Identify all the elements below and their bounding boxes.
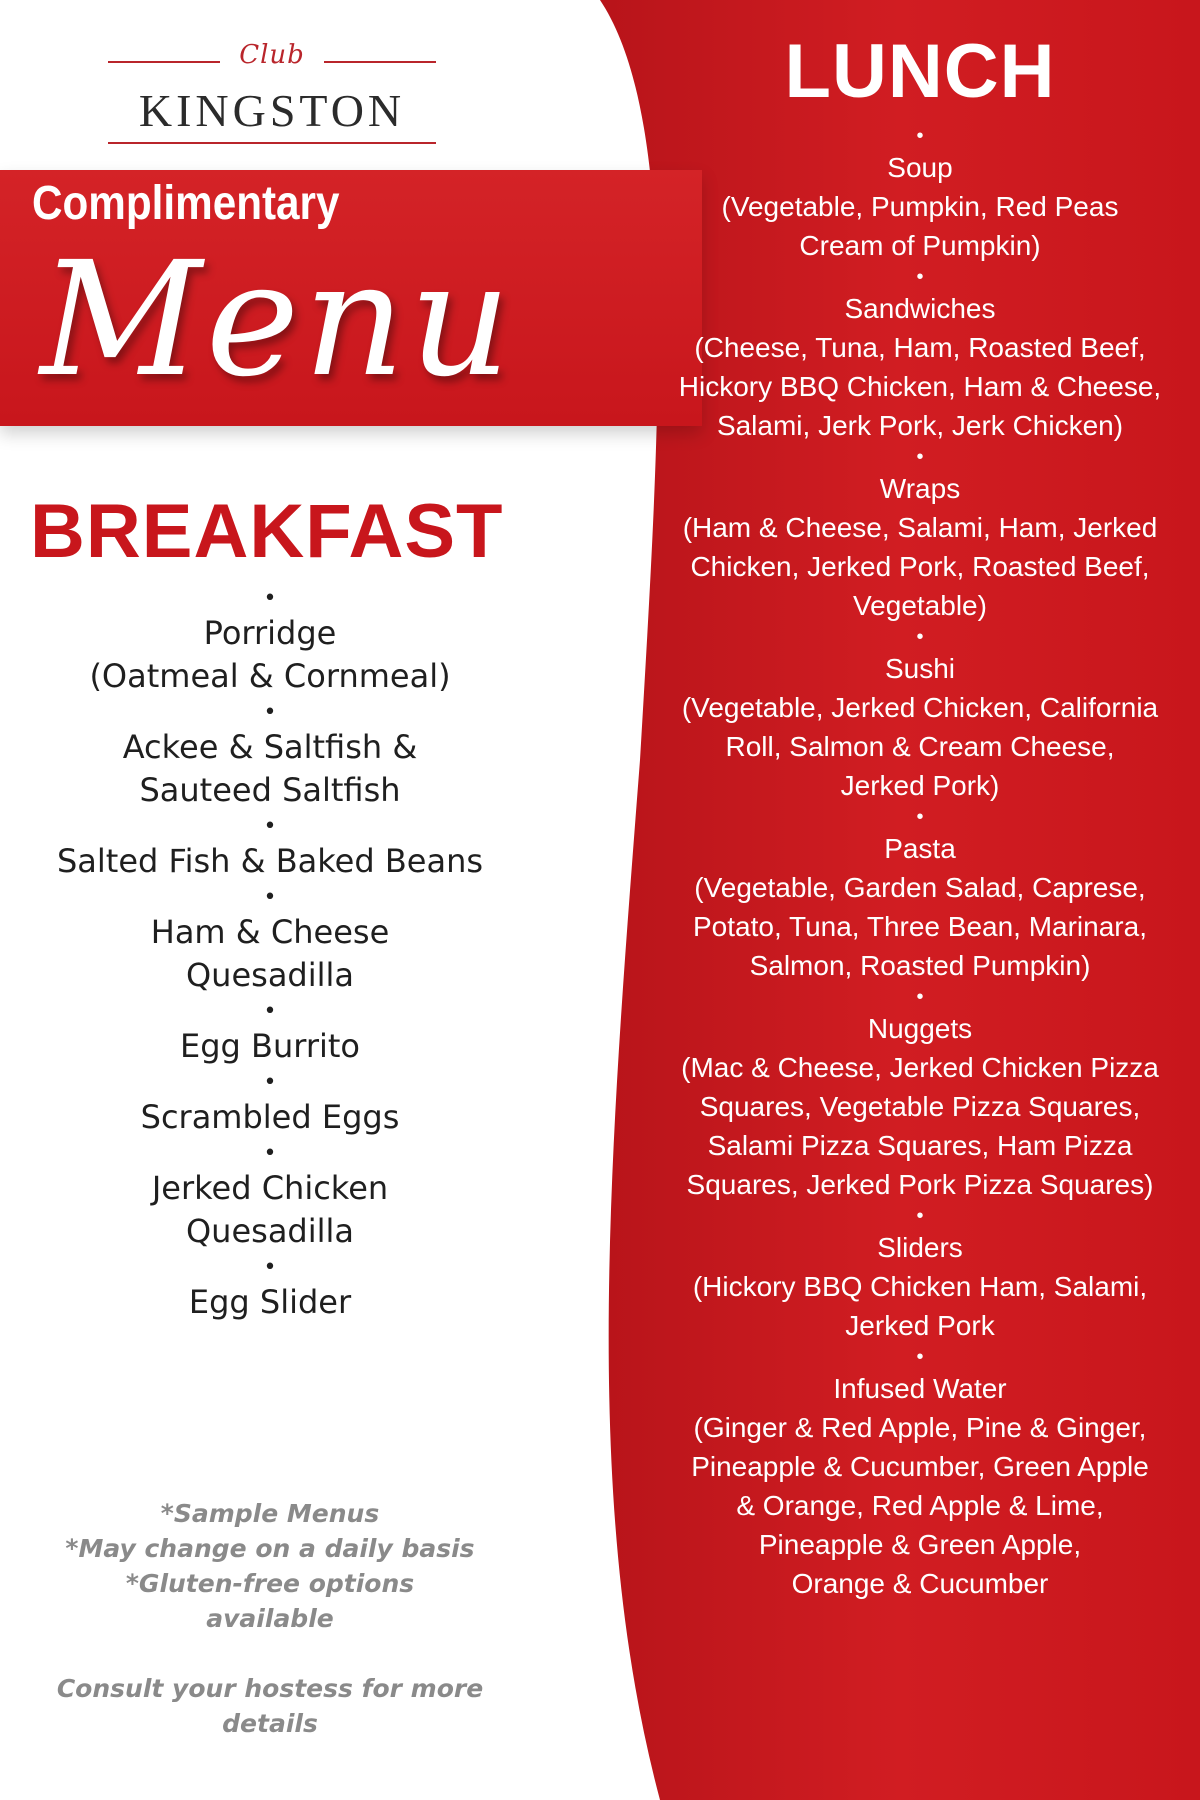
banner-title: Menu	[40, 228, 515, 412]
breakfast-item: Salted Fish & Baked Beans	[56, 842, 484, 880]
consult-line: details	[222, 1709, 318, 1738]
bullet: •	[263, 586, 277, 611]
logo-name: KINGSTON	[138, 85, 406, 136]
bullet: •	[263, 885, 277, 910]
bullet: •	[916, 446, 924, 468]
menu-notes	[40, 1496, 500, 1741]
logo-club-script: Club	[239, 40, 305, 70]
lunch-item: Nuggets (Mac & Cheese, Jerked Chicken Pizza Squares, Vegetable Pizza Squares, Salami Pizza Squares, Ham Pizza Squares, Jerked Pork Pizza Squares)	[681, 1013, 1159, 1200]
club-kingston-logo	[108, 40, 436, 144]
breakfast-item: Porridge (Oatmeal & Cornmeal)	[89, 614, 451, 695]
breakfast-item: Jerked Chicken Quesadilla	[151, 1169, 389, 1250]
breakfast-heading: BREAKFAST	[30, 489, 504, 574]
breakfast-item: Scrambled Eggs	[140, 1098, 400, 1136]
bullet: •	[916, 266, 924, 288]
lunch-item: Wraps (Ham & Cheese, Salami, Ham, Jerked Chicken, Jerked Pork, Roasted Beef, Vegetable)	[682, 473, 1158, 621]
bullet: •	[916, 626, 924, 648]
lunch-item: Sliders (Hickory BBQ Chicken Ham, Salami, Jerked Pork	[692, 1232, 1148, 1341]
bullet: •	[263, 814, 277, 839]
bullet: •	[916, 986, 924, 1008]
note-line: *Gluten-free options	[125, 1569, 415, 1598]
breakfast-item: Ham & Cheese Quesadilla	[150, 913, 390, 994]
lunch-item: Sushi (Vegetable, Jerked Chicken, California Roll, Salmon & Cream Cheese, Jerked Pork)	[681, 653, 1159, 801]
bullet: •	[263, 1070, 277, 1095]
breakfast-list	[20, 584, 520, 1324]
lunch-list	[650, 124, 1190, 1603]
bullet: •	[916, 1205, 924, 1227]
bullet: •	[263, 1255, 277, 1280]
note-line: *Sample Menus	[160, 1499, 380, 1528]
lunch-item: Pasta (Vegetable, Garden Salad, Caprese, Potato, Tuna, Three Bean, Marinara, Salmon, Roasted Pumpkin)	[693, 833, 1147, 981]
lunch-item: Soup (Vegetable, Pumpkin, Red Peas Cream of Pumpkin)	[721, 152, 1119, 261]
breakfast-item: Ackee & Saltfish & Sauteed Saltfish	[122, 728, 418, 809]
bullet: •	[916, 125, 924, 147]
banner-subtitle: Complimentary	[32, 177, 340, 230]
lunch-item: Sandwiches (Cheese, Tuna, Ham, Roasted Beef, Hickory BBQ Chicken, Ham & Cheese, Salami, Jerk Pork, Jerk Chicken)	[678, 293, 1162, 441]
consult-line: Consult your hostess for more	[56, 1674, 484, 1703]
logo-rule-bottom	[108, 142, 436, 144]
bullet: •	[263, 700, 277, 725]
bullet: •	[916, 806, 924, 828]
note-line: *May change on a daily basis	[65, 1534, 475, 1563]
breakfast-item: Egg Burrito	[179, 1027, 360, 1065]
breakfast-item: Egg Slider	[188, 1283, 352, 1321]
note-line: available	[206, 1604, 334, 1633]
lunch-heading: LUNCH	[784, 29, 1056, 114]
title-banner	[0, 170, 702, 426]
bullet: •	[916, 1346, 924, 1368]
bullet: •	[263, 1141, 277, 1166]
lunch-item: Infused Water (Ginger & Red Apple, Pine & Ginger, Pineapple & Cucumber, Green Apple & Orange, Red Apple & Lime, Pineapple & Green Apple, Orange & Cucumber	[691, 1373, 1149, 1599]
bullet: •	[263, 999, 277, 1024]
